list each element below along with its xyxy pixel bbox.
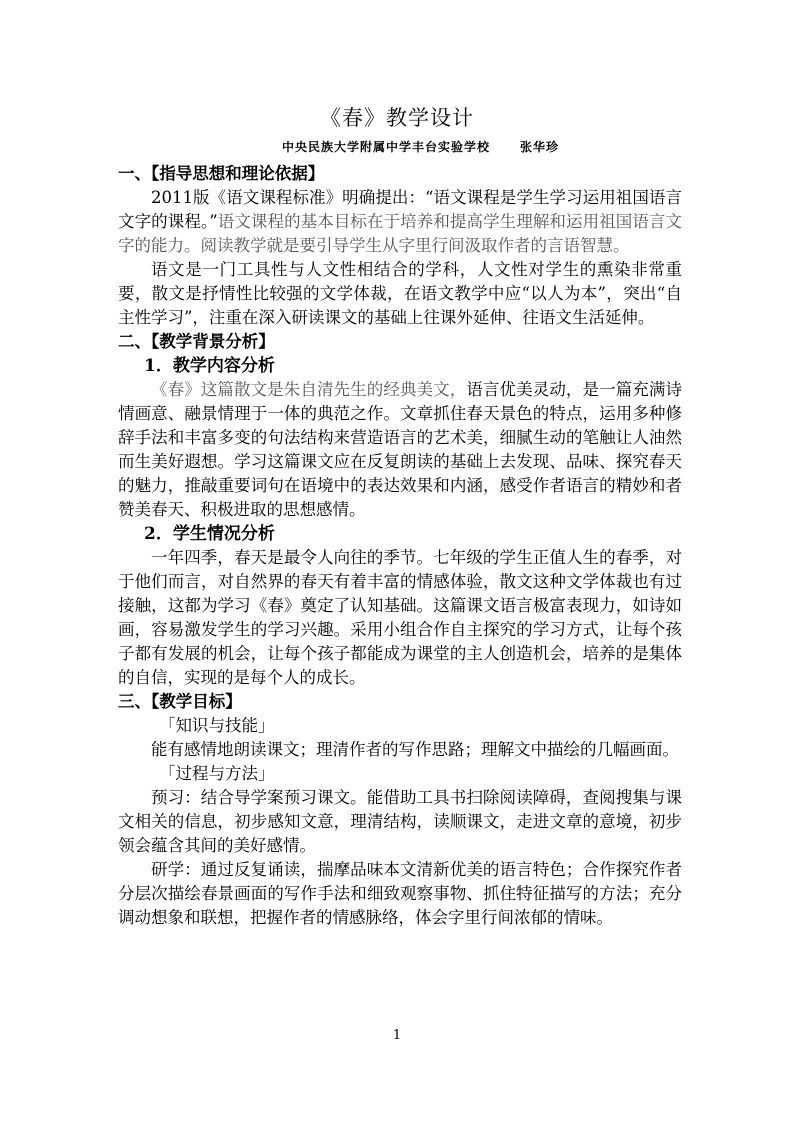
paragraph-1 (118, 186, 682, 258)
paragraph-4: 一年四季，春天是最令人向往的季节。七年级的学生正值人生的春季，对于他们而言，对自然界的春天有着丰富的情感体验，散文这种文学体裁也有过接触，这都为学习《春》奠定了认知基础。这篇课文语言极富表现力，如诗如画，容易激发学生的学习兴趣。采用小组合作自主探究的学习方式，让每个孩子都有发展的机会，让每个孩子都能成为课堂的主人创造机会，培养的是集体的自信，实现的是每个人的成长。 (118, 548, 682, 687)
paragraph-2: 语文是一门工具性与人文性相结合的学科，人文性对学生的熏染非常重要，散文是抒情性比较强的文学体裁，在语文教学中应“以人为本”，突出“自主性学习”，注重在深入研读课文的基础上往课外延伸、往语文生活延伸。 (118, 260, 682, 327)
paragraph-study: 研学：通过反复诵读，揣摩品味本文清新优美的语言特色；合作探究作者分层次描绘春景画面的写作手法和细致观察事物、抓住特征描写的方法；充分调动想象和联想，把握作者的情感脉络，体会字里行间浓郁的情味。 (118, 860, 682, 927)
paragraph-3 (118, 378, 682, 522)
subheading-content-analysis: 1．教学内容分析 (144, 356, 275, 376)
document-title: 《春》教学设计 (320, 106, 474, 130)
paragraph-1-quote: 2011版《语文课程标准》明确提出：“语文课程是学生学习运用祖国语言文字的课程。” (118, 188, 682, 231)
section-heading-2: 二、【教学背景分析】 (118, 332, 275, 351)
document-body (118, 162, 682, 930)
paragraph-knowledge-skills: 能有感情地朗读课文；理清作者的写作思路；理解文中描绘的几幅画面。 (151, 740, 679, 759)
label-knowledge-skills: 「知识与技能」 (159, 716, 275, 735)
author-line (282, 139, 559, 155)
paragraph-preview: 预习：结合导学案预习课文。能借助工具书扫除阅读障碍，查阅搜集与课文相关的信息，初步感知文意，理清结构，读顺课文，走进文章的意境，初步领会蕴含其间的美好感情。 (118, 788, 682, 855)
paragraph-1-rest: 语文课程的基本目标在于培养和提高学生理解和运用祖国语言文字的能力。阅读教学就是要引导学生从字里行间汲取作者的言语智慧。 (118, 212, 683, 255)
paragraph-3-lead: 《春》这篇散文是朱自清先生的经典美文， (151, 380, 467, 399)
section-heading-1: 一、【指导思想和理论依据】 (118, 164, 325, 183)
section-heading-3: 三、【教学目标】 (118, 692, 242, 711)
page-number: 1 (392, 1028, 402, 1043)
label-process-method: 「过程与方法」 (159, 764, 275, 783)
paragraph-3-rest: 语言优美灵动，是一篇充满诗情画意、融景情理于一体的典范之作。文章抓住春天景色的特点，运用多种修辞手法和丰富多变的句法结构来营造语言的艺术美，细腻生动的笔触让人油然而生美好遐想。学习这篇课文应在反复朗读的基础上去发现、品味、探究春天的魅力，推敲重要词句在语境中的表达效果和内涵，感受作者语言的精妙和者赞美春天、积极进取的思想感情。 (118, 380, 683, 519)
subheading-student-analysis: 2．学生情况分析 (144, 524, 275, 544)
school-name: 中央民族大学附属中学丰台实验学校 (282, 140, 491, 154)
author-name: 张华珍 (520, 140, 560, 154)
